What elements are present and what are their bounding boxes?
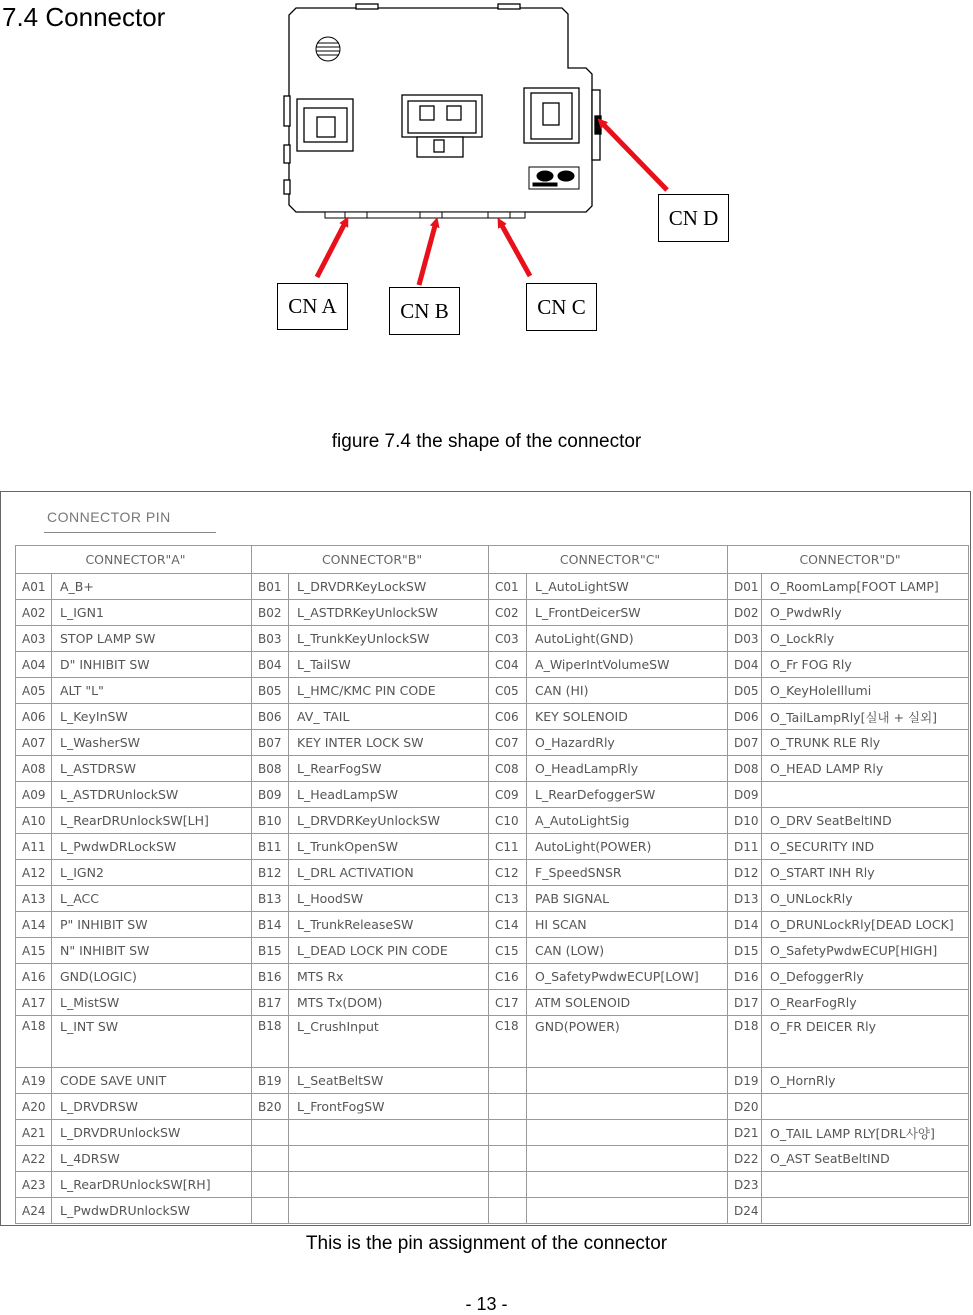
pin-function: [289, 1146, 489, 1172]
pin-function: L_INT SW: [52, 1016, 252, 1068]
pin-number: B17: [252, 990, 289, 1016]
pin-number: C14: [489, 912, 527, 938]
table-row: [16, 886, 969, 912]
pin-number: C02: [489, 600, 527, 626]
table-row: [16, 1120, 969, 1146]
pin-number: D17: [728, 990, 762, 1016]
pin-function: [762, 1198, 969, 1224]
pin-number: B04: [252, 652, 289, 678]
table-row: [16, 1172, 969, 1198]
pin-function: ATM SOLENOID: [527, 990, 728, 1016]
pin-function: O_TailLampRly[실내 + 실외]: [762, 704, 969, 730]
pin-number: A10: [16, 808, 52, 834]
pin-number: C18: [489, 1016, 527, 1068]
pin-function: O_FR DEICER Rly: [762, 1016, 969, 1068]
pin-number: A23: [16, 1172, 52, 1198]
pin-number: C15: [489, 938, 527, 964]
pin-number: B11: [252, 834, 289, 860]
pin-function: L_IGN2: [52, 860, 252, 886]
pin-function: CODE SAVE UNIT: [52, 1068, 252, 1094]
label-cn-a: CN A: [277, 283, 348, 330]
pin-function: O_PwdwRly: [762, 600, 969, 626]
pin-number: D14: [728, 912, 762, 938]
pin-function: L_ASTDRUnlockSW: [52, 782, 252, 808]
arrow-cn-d: [601, 122, 667, 190]
pin-function: L_RearFogSW: [289, 756, 489, 782]
pin-number: C13: [489, 886, 527, 912]
pin-number: A17: [16, 990, 52, 1016]
pin-number: B05: [252, 678, 289, 704]
pin-function: L_RearDRUnlockSW[RH]: [52, 1172, 252, 1198]
pin-function: AV_ TAIL: [289, 704, 489, 730]
pin-number: D23: [728, 1172, 762, 1198]
pin-function: KEY INTER LOCK SW: [289, 730, 489, 756]
pin-number: D22: [728, 1146, 762, 1172]
pin-number: D04: [728, 652, 762, 678]
pin-function: O_Fr FOG Rly: [762, 652, 969, 678]
pin-function: L_TrunkReleaseSW: [289, 912, 489, 938]
page-number: - 13 -: [465, 1294, 508, 1314]
pin-number: A20: [16, 1094, 52, 1120]
header-connector-a: CONNECTOR"A": [16, 546, 252, 574]
pin-number: A12: [16, 860, 52, 886]
header-connector-b: CONNECTOR"B": [252, 546, 489, 574]
table-row: [16, 626, 969, 652]
pin-number: C06: [489, 704, 527, 730]
pin-function: L_IGN1: [52, 600, 252, 626]
pin-function: L_RearDefoggerSW: [527, 782, 728, 808]
pin-function: AutoLight(POWER): [527, 834, 728, 860]
pin-number: C16: [489, 964, 527, 990]
table-row: [16, 860, 969, 886]
pin-number: C05: [489, 678, 527, 704]
pin-function: L_PwdwDRLockSW: [52, 834, 252, 860]
bottom-connector-ribs: [325, 212, 525, 218]
pin-number: [489, 1172, 527, 1198]
pin-number: B10: [252, 808, 289, 834]
pin-number: C04: [489, 652, 527, 678]
pin-assignment-table: [15, 545, 969, 1224]
pin-function: [762, 1172, 969, 1198]
pin-function: [527, 1068, 728, 1094]
table-row: [16, 600, 969, 626]
pin-function: L_HeadLampSW: [289, 782, 489, 808]
pin-function: CAN (LOW): [527, 938, 728, 964]
pin-number: A03: [16, 626, 52, 652]
relay-socket-left: [297, 99, 353, 151]
pin-number: D16: [728, 964, 762, 990]
pin-function: CAN (HI): [527, 678, 728, 704]
table-row: [16, 782, 969, 808]
pin-number: C07: [489, 730, 527, 756]
pin-number: A18: [16, 1016, 52, 1068]
pin-number: D06: [728, 704, 762, 730]
pin-function: L_DRL ACTIVATION: [289, 860, 489, 886]
pin-function: [762, 1094, 969, 1120]
table-row: [16, 964, 969, 990]
pin-function: L_ASTDRKeyUnlockSW: [289, 600, 489, 626]
figure-caption: figure 7.4 the shape of the connector: [331, 431, 642, 452]
pin-number: A15: [16, 938, 52, 964]
pin-number: B14: [252, 912, 289, 938]
pin-function: O_SECURITY IND: [762, 834, 969, 860]
pin-function: HI SCAN: [527, 912, 728, 938]
pin-number: B18: [252, 1016, 289, 1068]
table-row: [16, 808, 969, 834]
pin-function: MTS Rx: [289, 964, 489, 990]
pin-function: L_DRVDRKeyUnlockSW: [289, 808, 489, 834]
pin-function: O_UNLockRly: [762, 886, 969, 912]
pin-function: AutoLight(GND): [527, 626, 728, 652]
table-caption: This is the pin assignment of the connector: [305, 1233, 668, 1254]
pin-function: PAB SIGNAL: [527, 886, 728, 912]
pin-function: L_DRVDRKeyLockSW: [289, 574, 489, 600]
pin-number: D21: [728, 1120, 762, 1146]
pin-function: O_HeadLampRly: [527, 756, 728, 782]
table-row: [16, 574, 969, 600]
table-row: [16, 990, 969, 1016]
table-row: [16, 912, 969, 938]
pin-function: L_WasherSW: [52, 730, 252, 756]
pin-function: L_HMC/KMC PIN CODE: [289, 678, 489, 704]
pin-function: O_HazardRly: [527, 730, 728, 756]
pin-number: B09: [252, 782, 289, 808]
pin-function: L_KeyInSW: [52, 704, 252, 730]
pin-function: O_DRUNLockRly[DEAD LOCK]: [762, 912, 969, 938]
pin-function: [289, 1172, 489, 1198]
arrow-cn-c: [500, 222, 530, 276]
pin-number: A05: [16, 678, 52, 704]
arrow-cn-b: [419, 222, 436, 285]
pin-number: D11: [728, 834, 762, 860]
pin-number: B01: [252, 574, 289, 600]
pin-function: L_4DRSW: [52, 1146, 252, 1172]
table-row: [16, 938, 969, 964]
pin-function: F_SpeedSNSR: [527, 860, 728, 886]
pin-number: B16: [252, 964, 289, 990]
pin-function: L_MistSW: [52, 990, 252, 1016]
pin-number: D02: [728, 600, 762, 626]
pin-number: D07: [728, 730, 762, 756]
pin-number: C03: [489, 626, 527, 652]
pin-number: B13: [252, 886, 289, 912]
pin-number: A19: [16, 1068, 52, 1094]
pin-function: L_FrontFogSW: [289, 1094, 489, 1120]
pin-function: L_FrontDeicerSW: [527, 600, 728, 626]
pin-function: L_TailSW: [289, 652, 489, 678]
pin-number: A14: [16, 912, 52, 938]
pin-number: D08: [728, 756, 762, 782]
table-row: [16, 704, 969, 730]
pin-table-title-underline: [44, 532, 216, 533]
pin-function: L_CrushInput: [289, 1016, 489, 1068]
pin-function: ALT "L": [52, 678, 252, 704]
pin-function: A_AutoLightSig: [527, 808, 728, 834]
pin-number: C17: [489, 990, 527, 1016]
pin-number: A09: [16, 782, 52, 808]
pin-number: C10: [489, 808, 527, 834]
pin-number: [489, 1146, 527, 1172]
pin-number: D24: [728, 1198, 762, 1224]
pin-number: D18: [728, 1016, 762, 1068]
pin-function: L_SeatBeltSW: [289, 1068, 489, 1094]
pin-function: [289, 1120, 489, 1146]
pin-function: [527, 1198, 728, 1224]
connector-figure: [0, 0, 973, 400]
table-row: [16, 1016, 969, 1068]
pin-function: [527, 1146, 728, 1172]
section-heading: 7.4 Connector: [2, 2, 166, 32]
pin-number: [252, 1146, 289, 1172]
pin-number: D19: [728, 1068, 762, 1094]
label-cn-d: CN D: [658, 194, 729, 242]
pin-number: D12: [728, 860, 762, 886]
pin-table-header-row: [16, 546, 969, 574]
pin-number: [489, 1120, 527, 1146]
pin-function: O_START INH Rly: [762, 860, 969, 886]
pin-number: D20: [728, 1094, 762, 1120]
table-row: [16, 652, 969, 678]
pin-function: O_SafetyPwdwECUP[LOW]: [527, 964, 728, 990]
pin-function: O_KeyHoleIllumi: [762, 678, 969, 704]
pin-function: [527, 1094, 728, 1120]
pin-function: STOP LAMP SW: [52, 626, 252, 652]
pin-function: O_DRV SeatBeltIND: [762, 808, 969, 834]
pin-number: D05: [728, 678, 762, 704]
pin-number: [252, 1120, 289, 1146]
table-row: [16, 730, 969, 756]
arrow-cn-a: [317, 221, 346, 277]
pin-table-body: [16, 574, 969, 1224]
pin-function: O_LockRly: [762, 626, 969, 652]
pin-number: A01: [16, 574, 52, 600]
relay-socket-right: [524, 88, 579, 143]
pin-function: L_RearDRUnlockSW[LH]: [52, 808, 252, 834]
pin-number: [489, 1068, 527, 1094]
pin-function: N" INHIBIT SW: [52, 938, 252, 964]
pin-number: A16: [16, 964, 52, 990]
pin-number: [252, 1198, 289, 1224]
pin-function: L_PwdwDRUnlockSW: [52, 1198, 252, 1224]
table-row: [16, 1198, 969, 1224]
pin-number: B15: [252, 938, 289, 964]
pin-number: C01: [489, 574, 527, 600]
pin-number: C09: [489, 782, 527, 808]
pin-number: [489, 1198, 527, 1224]
pin-function: L_AutoLightSW: [527, 574, 728, 600]
pin-function: O_HEAD LAMP Rly: [762, 756, 969, 782]
pin-number: A04: [16, 652, 52, 678]
table-row: [16, 834, 969, 860]
pin-function: O_RoomLamp[FOOT LAMP]: [762, 574, 969, 600]
pin-number: A24: [16, 1198, 52, 1224]
pin-number: B06: [252, 704, 289, 730]
pin-number: D09: [728, 782, 762, 808]
label-cn-c: CN C: [526, 283, 597, 331]
pin-number: B03: [252, 626, 289, 652]
pin-number: [489, 1094, 527, 1120]
pin-function: GND(POWER): [527, 1016, 728, 1068]
pin-number: D15: [728, 938, 762, 964]
pin-number: A07: [16, 730, 52, 756]
header-connector-c: CONNECTOR"C": [489, 546, 728, 574]
pin-function: L_DEAD LOCK PIN CODE: [289, 938, 489, 964]
table-row: [16, 756, 969, 782]
pin-function: [527, 1120, 728, 1146]
pin-number: B12: [252, 860, 289, 886]
pin-number: C08: [489, 756, 527, 782]
pin-number: A08: [16, 756, 52, 782]
pin-function: O_HornRly: [762, 1068, 969, 1094]
pin-number: B19: [252, 1068, 289, 1094]
table-row: [16, 1094, 969, 1120]
pin-function: L_DRVDRSW: [52, 1094, 252, 1120]
pin-function: O_RearFogRly: [762, 990, 969, 1016]
pin-function: D" INHIBIT SW: [52, 652, 252, 678]
pin-number: D03: [728, 626, 762, 652]
pin-function: L_ASTDRSW: [52, 756, 252, 782]
pin-number: B08: [252, 756, 289, 782]
pin-function: KEY SOLENOID: [527, 704, 728, 730]
pin-function: P" INHIBIT SW: [52, 912, 252, 938]
pin-function: A_WiperIntVolumeSW: [527, 652, 728, 678]
pin-number: B02: [252, 600, 289, 626]
table-row: [16, 1146, 969, 1172]
pin-number: B07: [252, 730, 289, 756]
pin-number: A22: [16, 1146, 52, 1172]
pin-function: [527, 1172, 728, 1198]
pin-number: A11: [16, 834, 52, 860]
pin-number: D13: [728, 886, 762, 912]
pin-function: O_AST SeatBeltIND: [762, 1146, 969, 1172]
pin-number: A02: [16, 600, 52, 626]
pin-number: A06: [16, 704, 52, 730]
pin-function: GND(LOGIC): [52, 964, 252, 990]
pin-function: A_B+: [52, 574, 252, 600]
pin-function: L_TrunkKeyUnlockSW: [289, 626, 489, 652]
pin-function: L_HoodSW: [289, 886, 489, 912]
pin-function: O_TAIL LAMP RLY[DRL사양]: [762, 1120, 969, 1146]
pin-number: D10: [728, 808, 762, 834]
pin-number: [252, 1172, 289, 1198]
pin-function: L_TrunkOpenSW: [289, 834, 489, 860]
pin-number: A13: [16, 886, 52, 912]
pin-function: MTS Tx(DOM): [289, 990, 489, 1016]
table-row: [16, 1068, 969, 1094]
pin-function: O_TRUNK RLE Rly: [762, 730, 969, 756]
pin-number: D01: [728, 574, 762, 600]
pin-number: A21: [16, 1120, 52, 1146]
label-cn-b: CN B: [389, 287, 460, 335]
pin-number: C12: [489, 860, 527, 886]
brand-logo-icon: [529, 167, 579, 189]
pin-number: B20: [252, 1094, 289, 1120]
pin-function: O_SafetyPwdwECUP[HIGH]: [762, 938, 969, 964]
table-row: [16, 678, 969, 704]
pin-function: [762, 782, 969, 808]
pin-function: O_DefoggerRly: [762, 964, 969, 990]
pin-function: [289, 1198, 489, 1224]
pin-number: C11: [489, 834, 527, 860]
header-connector-d: CONNECTOR"D": [728, 546, 969, 574]
pin-table-title: CONNECTOR PIN: [47, 509, 171, 525]
pin-function: L_DRVDRUnlockSW: [52, 1120, 252, 1146]
pin-function: L_ACC: [52, 886, 252, 912]
